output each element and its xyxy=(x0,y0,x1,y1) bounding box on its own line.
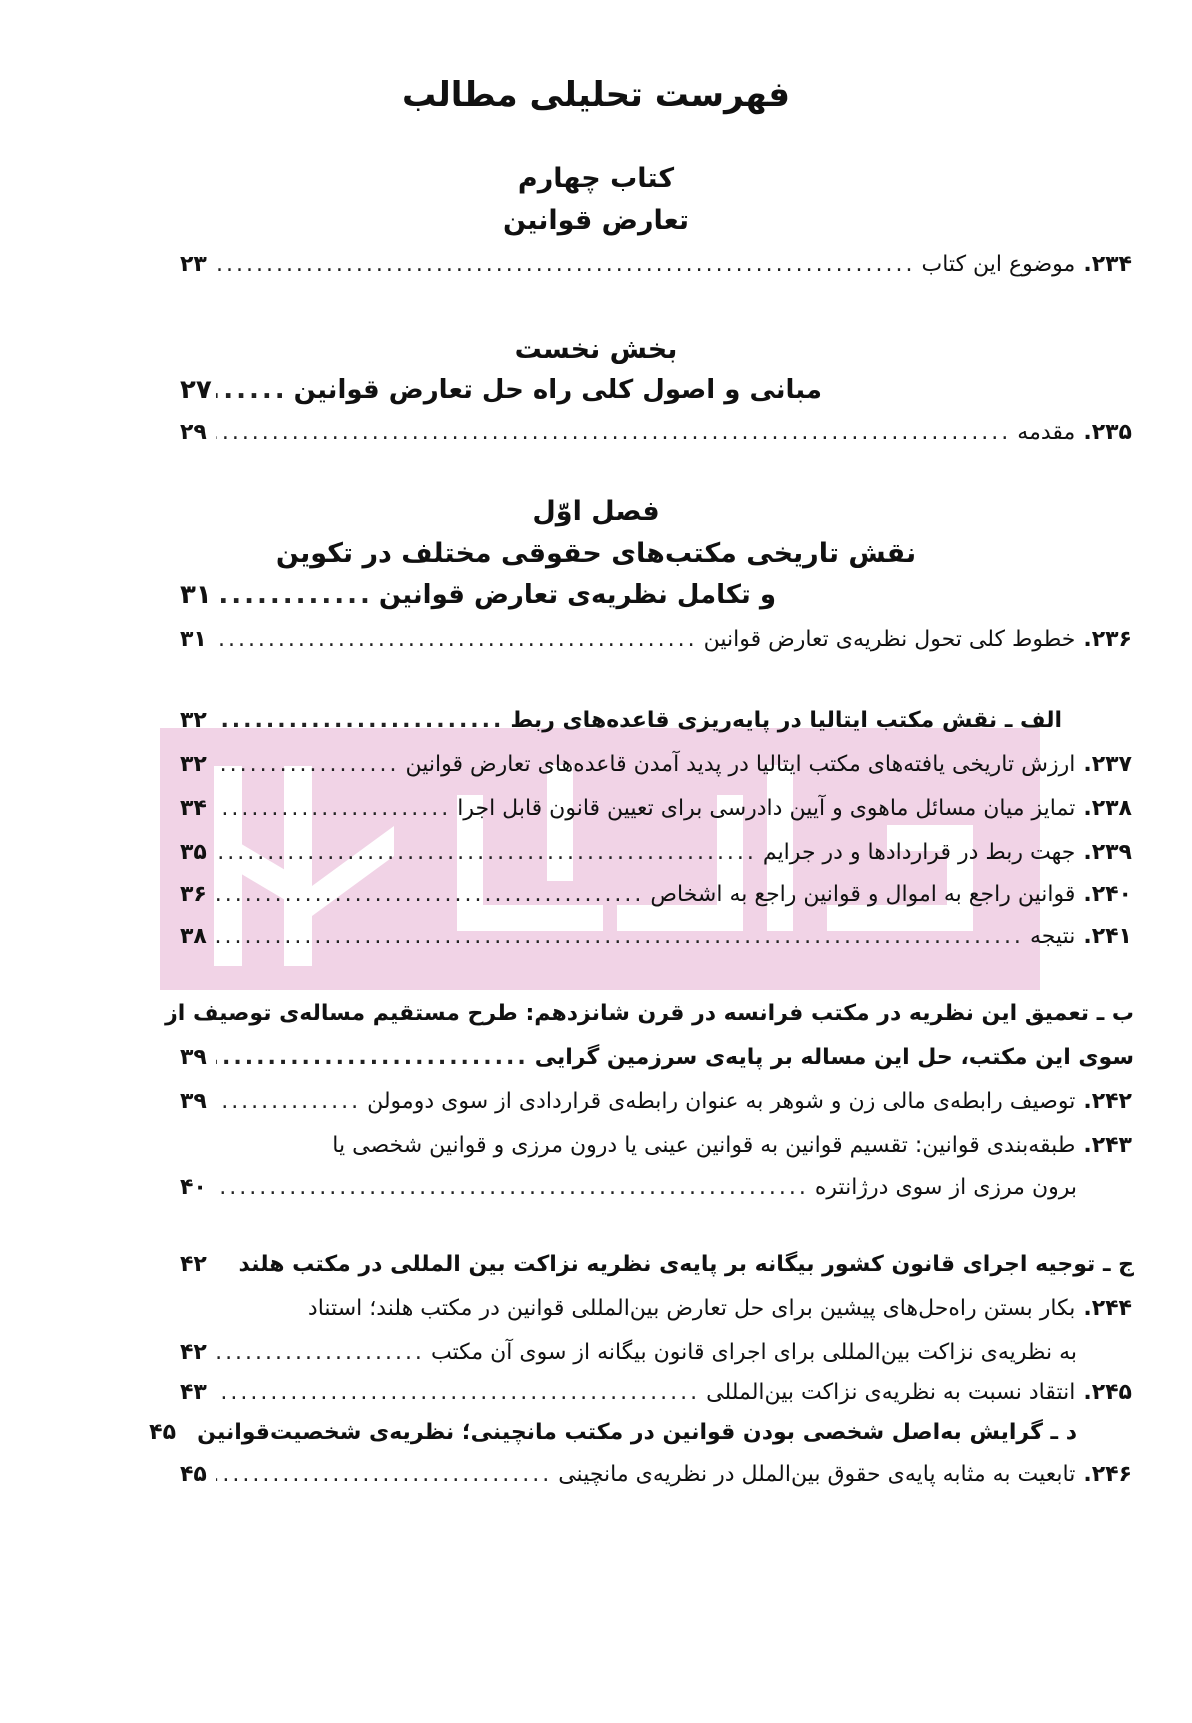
entry-page: ۳۱ xyxy=(180,627,207,652)
entry-page: ۳۴ xyxy=(180,796,207,821)
entry-page: ۳۵ xyxy=(180,840,207,865)
entry-number: ۲۴۰. xyxy=(1083,882,1132,907)
entry-label: توصیف رابطه‌ی مالی زن و شوهر به عنوان رابطه‌ی قراردادی از سوی دومولن xyxy=(367,1089,1076,1114)
section-jim xyxy=(180,1252,1134,1277)
dot-leader xyxy=(216,1045,535,1070)
section-heading: ج ـ توجیه اجرای قانون کشور بیگانه بر پایه‌ی نظریه نزاکت بین المللی در مکتب هلند xyxy=(238,1252,1134,1277)
dot-leader xyxy=(216,627,704,652)
section-heading: د ـ گرایش به‌اصل شخصی بودن قوانین در مکتب مانچینی؛ نظریه‌ی شخصیت‌قوانین xyxy=(197,1420,1077,1445)
book-title: تعارض قوانین xyxy=(502,205,690,236)
entry-label: جهت ربط در قراردادها و در جرایم xyxy=(762,840,1076,865)
entry-label: خطوط کلی تحول نظریه‌ی تعارض قوانین xyxy=(703,627,1076,652)
toc-entry-243 xyxy=(180,1175,1077,1200)
entry-label: نتیجه xyxy=(1029,924,1076,949)
entry-label: موضوع این کتاب xyxy=(921,252,1076,277)
entry-number: ۲۳۴. xyxy=(1083,252,1132,277)
entry-page: ۳۱ xyxy=(180,580,212,610)
entry-number: ۲۴۳. xyxy=(1083,1133,1132,1158)
entry-page: ۴۵ xyxy=(149,1420,177,1445)
chapter-title-line-2: و تکامل نظریه‌ی تعارض قوانین xyxy=(378,580,776,610)
toc-entry-245 xyxy=(180,1380,1132,1405)
toc-entry-236 xyxy=(180,627,1132,652)
dot-leader xyxy=(216,708,510,733)
entry-number: ۲۴۴. xyxy=(1083,1296,1132,1321)
entry-number: ۲۳۸. xyxy=(1083,796,1132,821)
entry-label: مقدمه xyxy=(1017,420,1076,445)
dot-leader xyxy=(216,924,1030,949)
entry-page: ۲۳ xyxy=(180,252,207,277)
dot-leader xyxy=(216,752,406,777)
section-alef xyxy=(180,708,1062,733)
section-be xyxy=(180,1045,1134,1070)
entry-label: به نظریه‌ی نزاکت بین‌المللی برای اجرای قانون بیگانه از سوی آن مکتب xyxy=(430,1340,1077,1365)
entry-label: تمایز میان مسائل ماهوی و آیین دادرسی برای تعیین قانون قابل اجرا xyxy=(457,796,1076,821)
toc-entry-239 xyxy=(180,840,1132,865)
toc-entry-246 xyxy=(180,1462,1132,1487)
entry-number: ۲۴۱. xyxy=(1083,924,1132,949)
toc-entry-234 xyxy=(180,252,1132,277)
entry-number: ۲۴۶. xyxy=(1083,1462,1132,1487)
entry-number: ۲۳۹. xyxy=(1083,840,1132,865)
entry-page: ۲۹ xyxy=(180,420,207,445)
chapter-title-line-1: نقش تاریخی مکتب‌های حقوقی مختلف در تکوین xyxy=(275,538,917,569)
dot-leader xyxy=(216,796,457,821)
section-be-line-1: ب ـ تعمیق این نظریه در مکتب فرانسه در قرن شانزدهم: طرح مستقیم مساله‌ی توصیف از xyxy=(165,1001,1134,1026)
entry-page: ۴۳ xyxy=(180,1380,207,1405)
entry-page: ۴۲ xyxy=(180,1340,207,1365)
toc-entry-243-line-1 xyxy=(332,1133,1132,1158)
entry-number: ۲۳۵. xyxy=(1083,420,1132,445)
dot-leader xyxy=(216,1462,558,1487)
entry-page: ۳۹ xyxy=(180,1089,207,1114)
entry-page: ۴۰ xyxy=(180,1175,207,1200)
dot-leader xyxy=(216,375,294,405)
dot-leader xyxy=(216,580,379,610)
entry-label: بکار بستن راه‌حل‌های پیشین برای حل تعارض بین‌المللی قوانین در مکتب هلند؛ استناد xyxy=(307,1296,1076,1321)
entry-number: ۲۴۲. xyxy=(1083,1089,1132,1114)
dot-leader xyxy=(216,1380,706,1405)
entry-label: انتقاد نسبت به نظریه‌ی نزاکت بین‌المللی xyxy=(706,1380,1076,1405)
toc-entry-240 xyxy=(180,882,1132,907)
entry-page: ۳۹ xyxy=(180,1045,207,1070)
part-title-row xyxy=(180,375,822,405)
dot-leader xyxy=(216,882,650,907)
dot-leader xyxy=(216,1175,815,1200)
dot-leader xyxy=(216,840,763,865)
book-label: کتاب چهارم xyxy=(517,163,675,194)
page-title: فهرست تحلیلی مطالب xyxy=(402,75,790,115)
toc-entry-237 xyxy=(180,752,1132,777)
entry-label: ارزش تاریخی یافته‌های مکتب ایتالیا در پدید آمدن قاعده‌های تعارض قوانین xyxy=(405,752,1076,777)
entry-number: ۲۴۵. xyxy=(1083,1380,1132,1405)
toc-entry-242 xyxy=(180,1089,1132,1114)
toc-entry-244 xyxy=(180,1340,1077,1365)
section-dal xyxy=(149,1420,1077,1445)
entry-label: برون مرزی از سوی درژانتره xyxy=(814,1175,1077,1200)
section-heading: الف ـ نقش مکتب ایتالیا در پایه‌ریزی قاعده‌های ربط xyxy=(510,708,1062,733)
section-heading: سوی این مکتب، حل این مساله بر پایه‌ی سرزمین گرایی xyxy=(534,1045,1134,1070)
entry-page: ۳۶ xyxy=(180,882,207,907)
dot-leader xyxy=(216,420,1017,445)
part-title: مبانی و اصول کلی راه حل تعارض قوانین xyxy=(293,375,822,405)
entry-page: ۲۷ xyxy=(180,375,212,405)
entry-page: ۴۵ xyxy=(180,1462,207,1487)
entry-page: ۳۲ xyxy=(180,708,207,733)
part-label: بخش نخست xyxy=(514,334,678,365)
entry-page: ۴۲ xyxy=(180,1252,207,1277)
entry-label: تابعیت به مثابه پایه‌ی حقوق بین‌الملل در نظریه‌ی مانچینی xyxy=(558,1462,1076,1487)
chapter-title-row xyxy=(180,580,776,610)
toc-entry-235 xyxy=(180,420,1132,445)
dot-leader xyxy=(216,1089,367,1114)
dot-leader xyxy=(216,252,922,277)
entry-page: ۳۸ xyxy=(180,924,207,949)
entry-number: ۲۳۷. xyxy=(1083,752,1132,777)
chapter-label: فصل اوّل xyxy=(532,496,660,527)
toc-entry-241 xyxy=(180,924,1132,949)
entry-label: قوانین راجع به اموال و قوانین راجع به اشخاص xyxy=(650,882,1076,907)
entry-number: ۲۳۶. xyxy=(1083,627,1132,652)
toc-entry-244-line-1 xyxy=(308,1296,1132,1321)
toc-entry-238 xyxy=(180,796,1132,821)
dot-leader xyxy=(216,1340,431,1365)
entry-label: طبقه‌بندی قوانین: تقسیم قوانین به قوانین عینی یا درون مرزی و قوانین شخصی یا xyxy=(332,1133,1076,1158)
entry-page: ۳۲ xyxy=(180,752,207,777)
